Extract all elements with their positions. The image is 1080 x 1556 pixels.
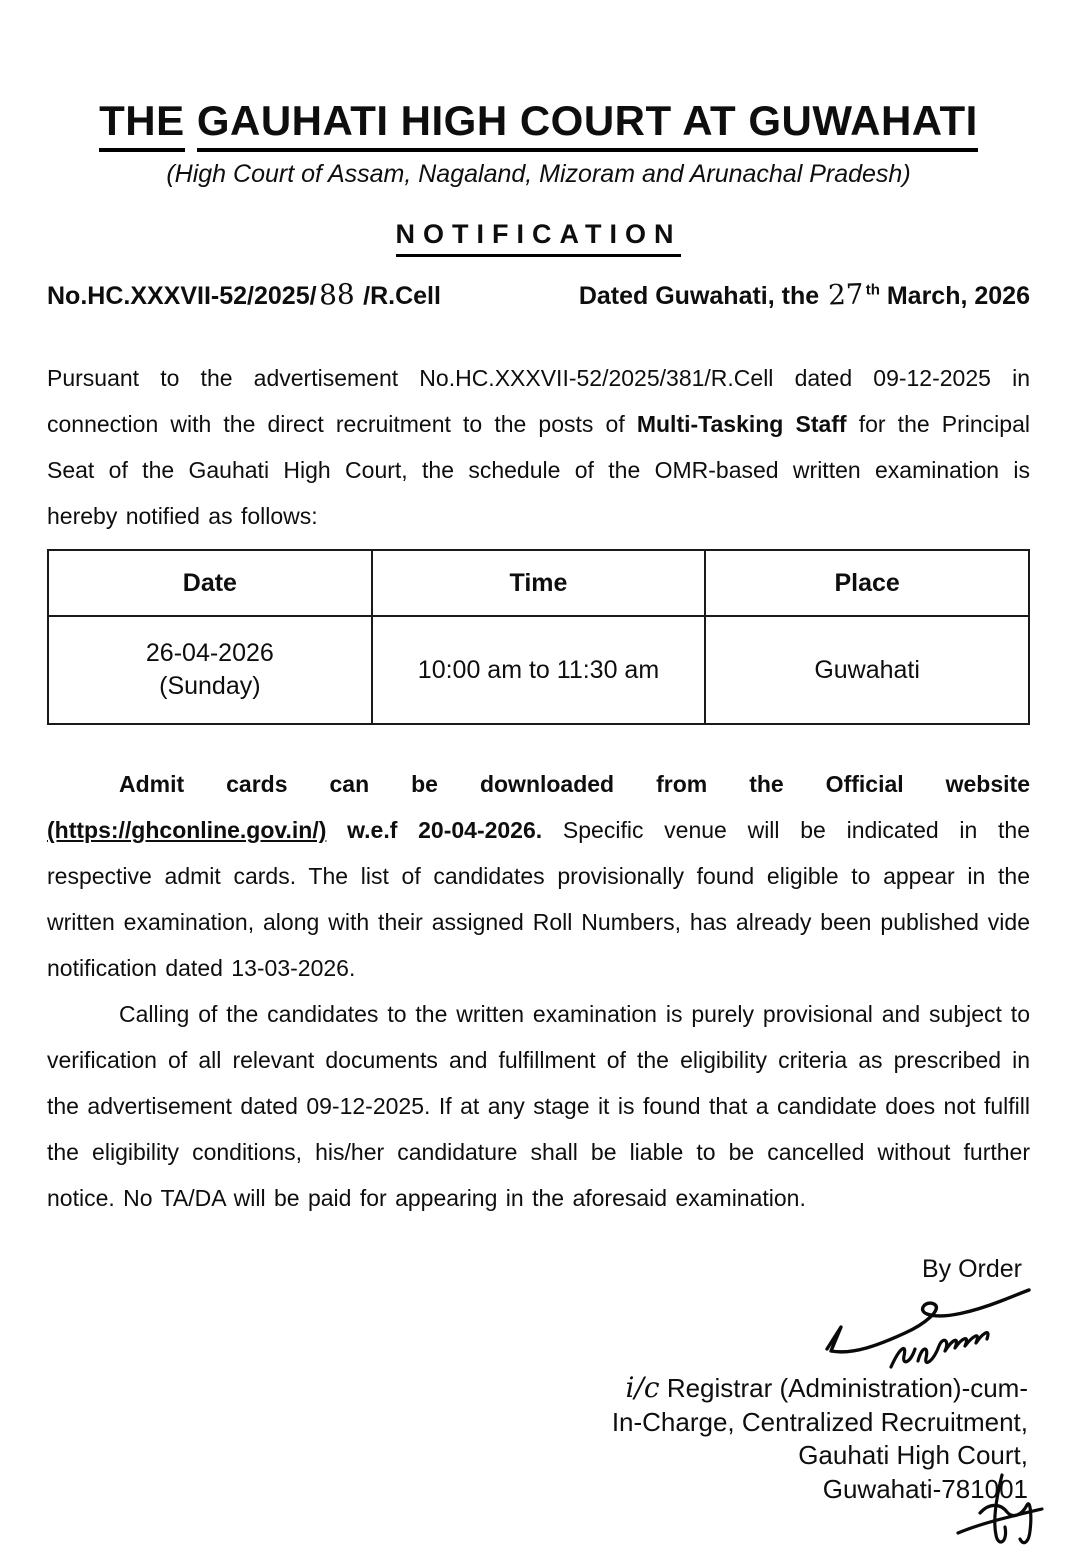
column-header-time: Time <box>372 550 706 616</box>
cell-exam-date: 26-04-2026 (Sunday) <box>48 616 372 724</box>
handwritten-serial-number: 88 <box>317 277 355 312</box>
initial-paraph <box>950 1469 1050 1553</box>
paragraph-admit-cards: Admit cards can be downloaded from the Official website (https://ghconline.gov.in/) w.e.f 20-04-2026. Specific venue will be indicated in the respective admit cards. The list of candidates provisionally found eligible to appear in the written examination, along with their assigned Roll Numbers, has already been published vide notification dated 13-03-2026. <box>47 771 1030 982</box>
website-url: (https://ghconline.gov.in/) <box>47 817 327 844</box>
page-title <box>47 98 1030 144</box>
table-row <box>48 616 1029 724</box>
cell-exam-place: Guwahati <box>705 616 1029 724</box>
signature-scrawl <box>821 1285 1036 1373</box>
title-rest: GAUHATI HIGH COURT AT GUWAHATI <box>197 97 978 152</box>
cell-exam-time: 10:00 am to 11:30 am <box>372 616 706 724</box>
column-header-date: Date <box>48 550 372 616</box>
paragraph-provisional: Calling of the candidates to the written examination is purely provisional and subject to verification of all relevant documents and fulfillment of the eligibility criteria as prescribed in the advertisement dated 09-12-2025. If at any stage it is found that a candidate does not fulfill the eligibility conditions, his/her candidature shall be liable to be cancelled without further notice. No TA/DA will be paid for appearing in the aforesaid examination. <box>47 1001 1030 1212</box>
handwritten-ic-prefix: i/c <box>625 1371 660 1404</box>
notification-heading: NOTIFICATION <box>47 219 1030 250</box>
by-order-label: By Order <box>921 1255 1022 1283</box>
ordinal-suffix: th <box>865 281 880 299</box>
reference-date: Dated Guwahati, the 27th March, 2026 <box>578 277 1030 312</box>
designation-line-1: i/c Registrar (Administration)-cum- <box>625 1371 1028 1404</box>
handwritten-day: 27 <box>827 277 865 312</box>
designation-line-4: Guwahati-781001 <box>822 1473 1028 1504</box>
title-word-the: THE <box>99 97 185 152</box>
court-subtitle: (High Court of Assam, Nagaland, Mizoram and Arunachal Pradesh) <box>166 160 911 189</box>
table-header-row <box>48 550 1029 616</box>
designation-line-2: In-Charge, Centralized Recruitment, <box>611 1406 1028 1437</box>
closing-block <box>558 1253 1028 1506</box>
column-header-place: Place <box>705 550 1029 616</box>
reference-line <box>47 278 1030 311</box>
reference-number: No.HC.XXXVII-52/2025/88 /R.Cell <box>47 277 441 312</box>
designation-line-3: Gauhati High Court, <box>798 1440 1028 1470</box>
exam-schedule-table <box>47 549 1030 725</box>
paragraph-intro: Pursuant to the advertisement No.HC.XXXVII-52/2025/381/R.Cell dated 09-12-2025 in connection with the direct recruitment to the posts of Multi-Tasking Staff for the Principal Seat of the Gauhati High Court, the schedule of the OMR-based written examination is hereby notified as follows: <box>47 365 1030 530</box>
post-name-bold: Multi-Tasking Staff <box>636 411 847 438</box>
